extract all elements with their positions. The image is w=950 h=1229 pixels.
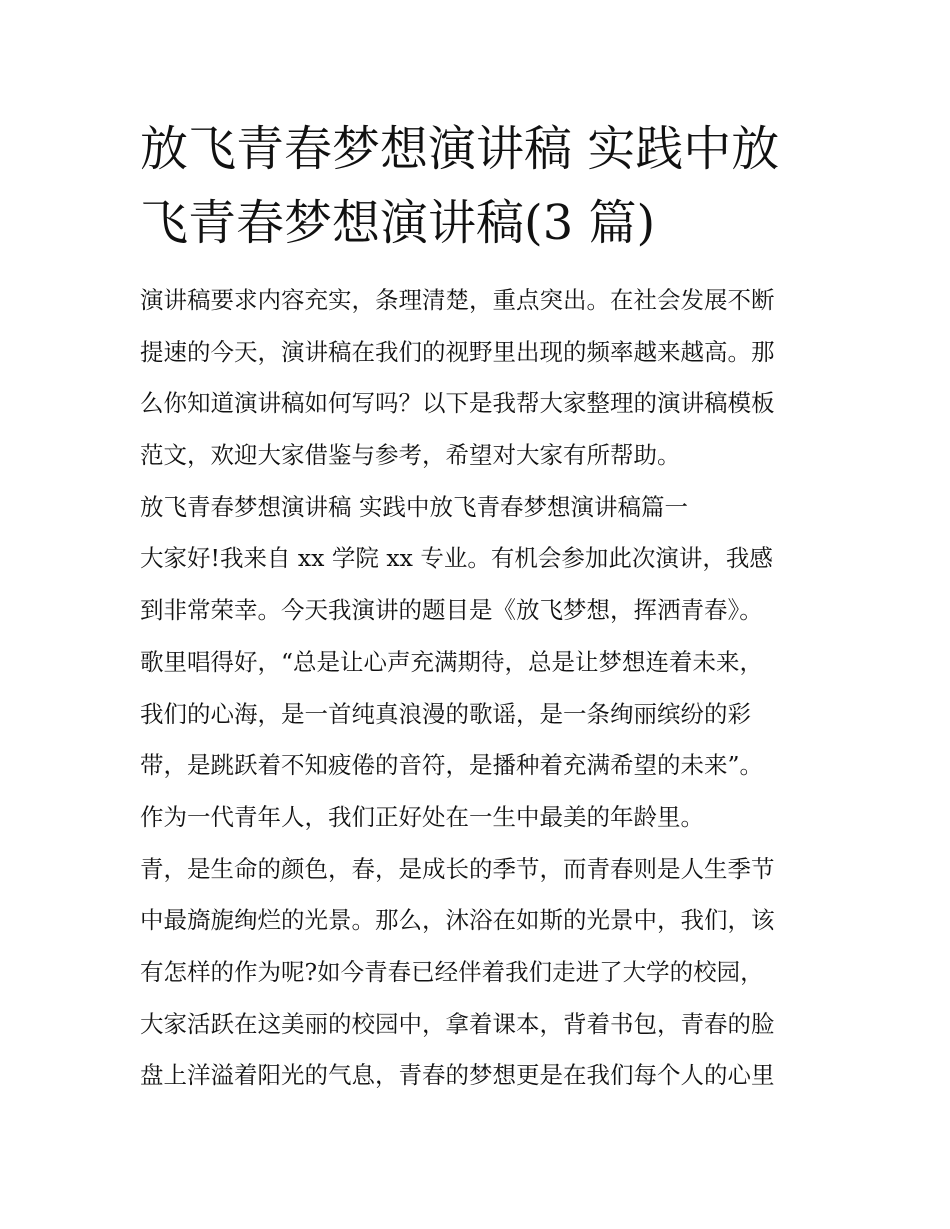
body-line: 到非常荣幸。今天我演讲的题目是《放飞梦想，挥洒青春》。	[140, 596, 763, 625]
document-title	[140, 112, 830, 260]
title-line: 飞青春梦想演讲稿(3 篇)	[140, 195, 656, 251]
section-heading: 放飞青春梦想演讲稿 实践中放飞青春梦想演讲稿篇一	[140, 492, 688, 521]
body-line: 青，是生命的颜色，春，是成长的季节，而青春则是人生季节	[140, 854, 775, 883]
title-line: 放飞青春梦想演讲稿 实践中放	[140, 121, 780, 177]
body-line: 大家活跃在这美丽的校园中，拿着课本，背着书包，青春的脸	[140, 1009, 775, 1038]
body-line: 中最旖旎绚烂的光景。那么，沐浴在如斯的光景中，我们，该	[140, 906, 775, 935]
body-line: 盘上洋溢着阳光的气息，青春的梦想更是在我们每个人的心里	[140, 1061, 775, 1090]
body-line: 么你知道演讲稿如何写吗？以下是我帮大家整理的演讲稿模板	[140, 389, 775, 418]
body-line: 歌里唱得好，“总是让心声充满期待，总是让梦想连着未来，	[140, 647, 764, 676]
body-line: 我们的心海，是一首纯真浪漫的歌谣，是一条绚丽缤纷的彩	[140, 699, 751, 728]
body-line: 演讲稿要求内容充实，条理清楚，重点突出。在社会发展不断	[140, 286, 775, 314]
document-body	[140, 280, 840, 1107]
body-line: 作为一代青年人，我们正好处在一生中最美的年龄里。	[140, 802, 704, 831]
body-line: 提速的今天，演讲稿在我们的视野里出现的频率越来越高。那	[140, 337, 775, 366]
body-line: 大家好!我来自 xx 学院 xx 专业。有机会参加此次演讲，我感	[140, 544, 773, 573]
body-line: 范文，欢迎大家借鉴与参考，希望对大家有所帮助。	[140, 441, 681, 470]
body-line: 带，是跳跃着不知疲倦的音符，是播种着充满希望的未来”。	[140, 751, 764, 780]
body-line: 有怎样的作为呢?如今青春已经伴着我们走进了大学的校园，	[140, 957, 764, 986]
